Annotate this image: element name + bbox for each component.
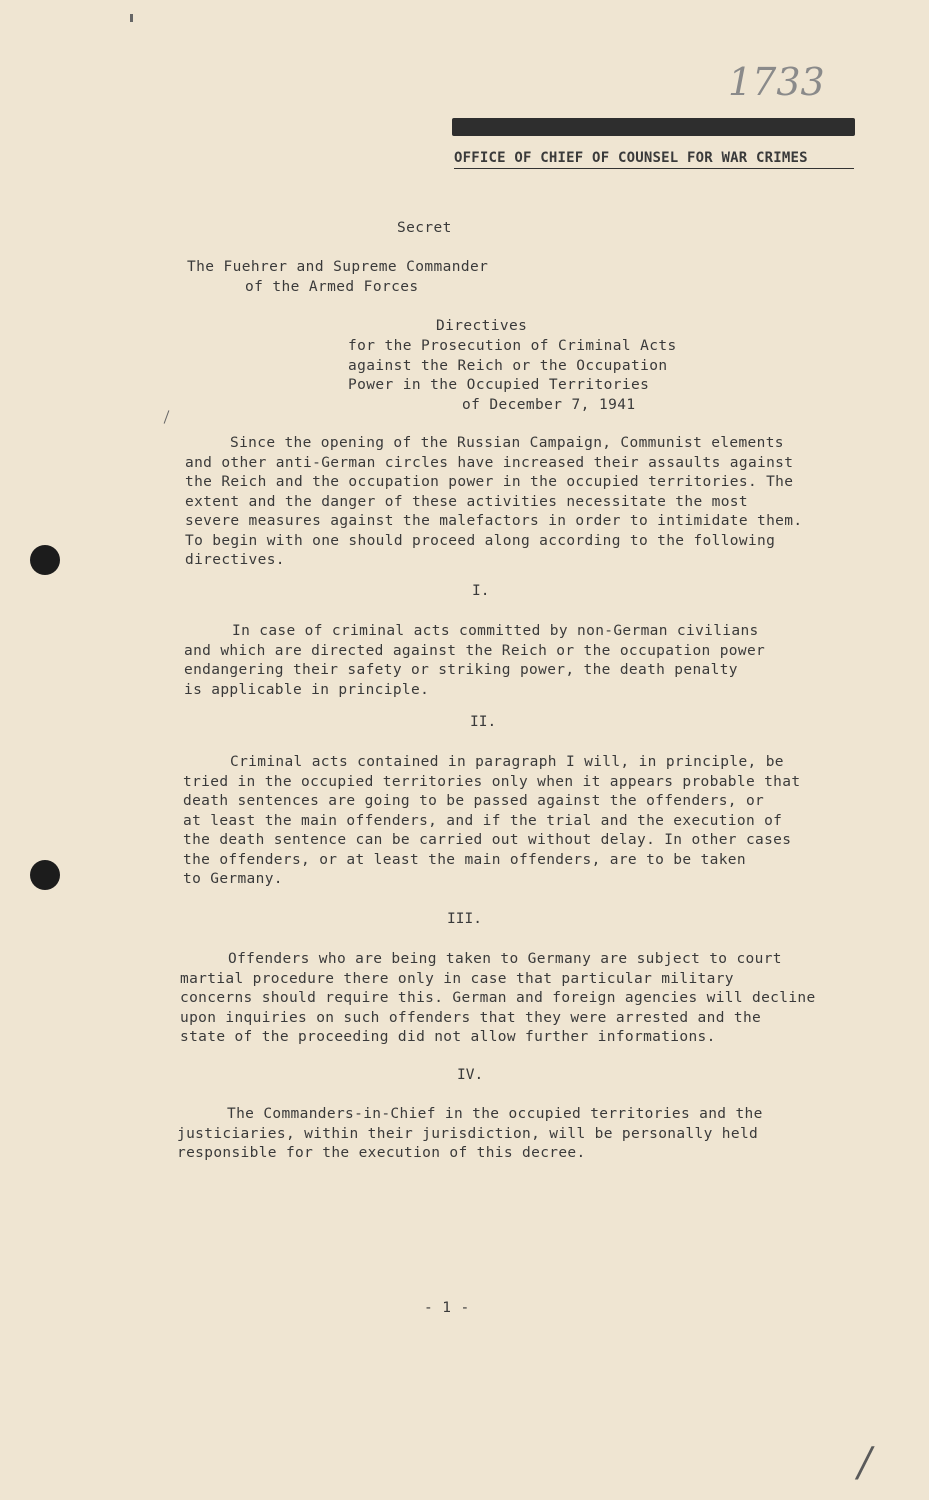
text-line: Since the opening of the Russian Campaign, Communist elements (230, 435, 784, 451)
handwritten-page-mark: / (858, 1440, 872, 1486)
punch-hole (30, 860, 60, 890)
text-line: In case of criminal acts committed by non-German civilians (232, 623, 759, 639)
title-line-4: Power in the Occupied Territories (348, 377, 650, 393)
text-line: responsible for the execution of this decree. (177, 1145, 586, 1161)
text-line: at least the main offenders, and if the trial and the execution of (183, 812, 783, 829)
section-4-paragraph (177, 1105, 763, 1164)
issuer-line-1: The Fuehrer and Supreme Commander (187, 259, 489, 275)
text-line: and which are directed against the Reich or the occupation power (184, 642, 766, 659)
text-line: directives. (185, 552, 285, 568)
text-line: martial procedure there only in case that particular military (180, 970, 734, 987)
section-3-paragraph (180, 950, 816, 1048)
text-line: endangering their safety or striking power, the death penalty (184, 662, 738, 678)
title-line-3: against the Reich or the Occupation (348, 358, 668, 374)
text-line: justiciaries, within their jurisdiction, will be personally held (177, 1125, 759, 1142)
section-2-paragraph (183, 753, 800, 890)
text-line: to Germany. (183, 871, 283, 887)
text-line: Offenders who are being taken to Germany are subject to court (228, 951, 782, 967)
issuer-line-2: of the Armed Forces (245, 279, 419, 295)
stray-mark (130, 14, 133, 22)
text-line: death sentences are going to be passed against the offenders, or (183, 793, 765, 809)
section-numeral: III. (447, 911, 482, 927)
text-line: and other anti-German circles have increased their assaults against (185, 454, 794, 471)
classification: Secret (397, 220, 452, 236)
handwritten-doc-number: 1733 (728, 60, 825, 104)
title-line-5: of December 7, 1941 (462, 397, 636, 413)
section-numeral: II. (470, 714, 497, 730)
text-line: Criminal acts contained in paragraph I will, in principle, be (230, 754, 784, 770)
office-header: OFFICE OF CHIEF OF COUNSEL FOR WAR CRIMES (454, 150, 854, 169)
text-line: severe measures against the malefactors in order to intimidate them. (185, 513, 803, 529)
text-line: the death sentence can be carried out without delay. In other cases (183, 832, 792, 848)
text-line: the offenders, or at least the main offenders, are to be taken (183, 851, 746, 868)
section-1-paragraph (184, 622, 765, 700)
text-line: tried in the occupied territories only when it appears probable that (183, 773, 801, 790)
text-line: To begin with one should proceed along according to the following (185, 532, 776, 549)
section-numeral: IV. (457, 1067, 484, 1083)
text-line: The Commanders-in-Chief in the occupied territories and the (227, 1106, 763, 1122)
section-numeral: I. (472, 583, 490, 599)
intro-paragraph (185, 434, 802, 571)
title-line-2: for the Prosecution of Criminal Acts (348, 338, 677, 354)
text-line: upon inquiries on such offenders that they were arrested and the (180, 1009, 762, 1026)
text-line: concerns should require this. German and foreign agencies will decline (180, 990, 816, 1006)
stray-mark (164, 410, 170, 423)
title-line-1: Directives (436, 318, 528, 334)
redacted-header-line: TRANSLATION OF DOCUMENT No. 1733-PS (452, 118, 855, 136)
text-line: extent and the danger of these activities necessitate the most (185, 493, 748, 510)
text-line: state of the proceeding did not allow further informations. (180, 1029, 716, 1045)
text-line: the Reich and the occupation power in the occupied territories. The (185, 474, 794, 490)
page-number: - 1 - (424, 1300, 470, 1316)
text-line: is applicable in principle. (184, 681, 430, 698)
punch-hole (30, 545, 60, 575)
